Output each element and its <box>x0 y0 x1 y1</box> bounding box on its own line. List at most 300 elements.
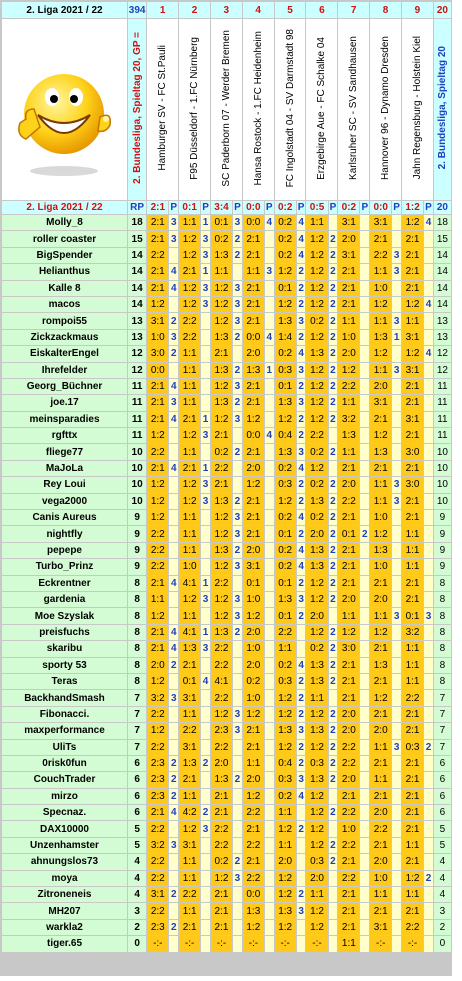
table-row <box>2 215 451 230</box>
tip-cell: 1:2 <box>306 789 327 804</box>
tip-points: 3 <box>233 608 242 623</box>
tip-cell: 2:1 <box>243 297 264 312</box>
tip-cell: 0:3 <box>275 363 296 378</box>
table-row <box>2 805 451 820</box>
tip-points <box>360 231 369 246</box>
row-total: 6 <box>434 789 451 804</box>
player-name: Moe Szyslak <box>2 608 127 623</box>
tip-points: 3 <box>201 821 210 836</box>
tip-cell: 1:1 <box>179 707 200 722</box>
tip-points: 4 <box>297 789 306 804</box>
tip-points <box>424 821 433 836</box>
player-name: vega2000 <box>2 494 127 509</box>
tip-cell: 2:1 <box>338 281 359 296</box>
tip-cell: 1:2 <box>275 740 296 755</box>
tip-cell: 0:3 <box>275 477 296 492</box>
tip-points: 4 <box>424 215 433 230</box>
table-row <box>2 658 451 673</box>
tip-cell: 1:1 <box>275 641 296 656</box>
tip-cell: 2:1 <box>147 379 168 394</box>
player-score: 8 <box>128 592 146 607</box>
tip-cell: 1:2 <box>275 821 296 836</box>
tip-points <box>297 920 306 935</box>
tip-cell: 0:0 <box>243 215 264 230</box>
tip-points <box>265 805 274 820</box>
tip-points <box>424 330 433 345</box>
tip-points <box>392 231 401 246</box>
tip-points: 1 <box>201 412 210 427</box>
tip-cell: 4:2 <box>179 805 200 820</box>
row-total: 6 <box>434 756 451 771</box>
tip-cell: 2:1 <box>402 264 423 279</box>
row-total: 7 <box>434 723 451 738</box>
tip-points <box>424 444 433 459</box>
tip-cell: 2:0 <box>306 871 327 886</box>
tip-cell: 2:1 <box>402 903 423 918</box>
tip-points: 2 <box>329 641 338 656</box>
tip-cell: 3:1 <box>370 920 391 935</box>
tip-cell: 1:2 <box>147 510 168 525</box>
tip-cell: 2:2 <box>275 625 296 640</box>
game-number: 6 <box>306 2 337 18</box>
tip-points: 3 <box>233 281 242 296</box>
tip-cell: 0:2 <box>275 510 296 525</box>
tip-cell: 1:2 <box>179 592 200 607</box>
tip-points <box>360 592 369 607</box>
smiley-thumbs-up-image <box>2 19 127 200</box>
tip-cell: 2:1 <box>147 805 168 820</box>
tip-cell: 1:3 <box>211 363 232 378</box>
tip-points <box>360 264 369 279</box>
tip-points <box>265 838 274 853</box>
tip-cell: 2:3 <box>147 789 168 804</box>
tip-cell: 1:3 <box>275 723 296 738</box>
row-total: 13 <box>434 313 451 328</box>
tip-points: 2 <box>297 494 306 509</box>
tip-points <box>201 313 210 328</box>
tip-cell: 1:2 <box>179 297 200 312</box>
tip-cell: 1:2 <box>243 707 264 722</box>
tip-cell: 1:2 <box>147 723 168 738</box>
tip-points <box>424 543 433 558</box>
tip-cell: 1:2 <box>275 494 296 509</box>
tip-points <box>201 330 210 345</box>
tip-cell: 1:1 <box>275 805 296 820</box>
tip-cell: 1:2 <box>306 576 327 591</box>
tip-points <box>201 936 210 951</box>
player-name: Unzenhamster <box>2 838 127 853</box>
tip-cell: 2:2 <box>402 690 423 705</box>
tip-cell: 1:2 <box>370 346 391 361</box>
player-score: 10 <box>128 494 146 509</box>
tip-cell: 1:2 <box>306 903 327 918</box>
tip-cell: 2:0 <box>370 854 391 869</box>
tip-cell: 1:1 <box>370 772 391 787</box>
row-total: 6 <box>434 805 451 820</box>
tip-cell: 1:1 <box>402 543 423 558</box>
player-name: BigSpender <box>2 248 127 263</box>
tip-points: 2 <box>169 756 178 771</box>
tip-cell: 2:1 <box>402 248 423 263</box>
tip-points <box>424 313 433 328</box>
tip-cell: 2:2 <box>402 920 423 935</box>
tip-cell: 2:1 <box>402 281 423 296</box>
tip-cell: 0:4 <box>275 428 296 443</box>
player-name: warkla2 <box>2 920 127 935</box>
tip-points <box>424 510 433 525</box>
table-row <box>2 608 451 623</box>
row-total: 2 <box>434 920 451 935</box>
table-row <box>2 510 451 525</box>
tip-points <box>360 395 369 410</box>
tip-cell: 1:2 <box>306 231 327 246</box>
player-score: 14 <box>128 248 146 263</box>
matchday-label-left <box>128 19 146 200</box>
tip-points <box>265 887 274 902</box>
tip-points <box>233 264 242 279</box>
tip-points <box>392 772 401 787</box>
tip-cell: 2:1 <box>179 772 200 787</box>
tip-cell: 1:3 <box>275 592 296 607</box>
tip-cell: 1:1 <box>306 215 327 230</box>
tip-cell: 2:1 <box>338 920 359 935</box>
tip-points <box>392 461 401 476</box>
tip-points <box>233 920 242 935</box>
tip-points <box>360 330 369 345</box>
tip-cell: 2:1 <box>243 444 264 459</box>
tip-points <box>424 494 433 509</box>
table-row <box>2 444 451 459</box>
player-name: Eckrentner <box>2 576 127 591</box>
row-total: 9 <box>434 559 451 574</box>
tip-points <box>360 477 369 492</box>
tip-points: 2 <box>201 805 210 820</box>
tip-points <box>424 805 433 820</box>
tip-points <box>329 887 338 902</box>
tip-points <box>424 674 433 689</box>
row-total: 8 <box>434 658 451 673</box>
tip-points <box>265 412 274 427</box>
game-number: 3 <box>211 2 242 18</box>
tip-points <box>392 559 401 574</box>
player-score: 11 <box>128 379 146 394</box>
table-row <box>2 461 451 476</box>
table-row <box>2 871 451 886</box>
tip-cell: 1:1 <box>402 559 423 574</box>
row-total: 14 <box>434 297 451 312</box>
table-row <box>2 264 451 279</box>
row-total: 4 <box>434 854 451 869</box>
tip-points <box>329 936 338 951</box>
tip-points <box>201 346 210 361</box>
header-row <box>2 2 451 18</box>
tip-cell: 1:1 <box>338 313 359 328</box>
tip-points <box>424 887 433 902</box>
tip-points: 3 <box>233 215 242 230</box>
tip-points <box>360 248 369 263</box>
tip-cell: 0:2 <box>211 231 232 246</box>
tip-points: 2 <box>201 756 210 771</box>
tip-points <box>265 494 274 509</box>
tip-points <box>265 477 274 492</box>
tip-cell: 1:2 <box>306 461 327 476</box>
tip-points: 2 <box>329 379 338 394</box>
tip-points: 3 <box>392 248 401 263</box>
table-row <box>2 772 451 787</box>
player-score: 7 <box>128 740 146 755</box>
tip-cell: 1:2 <box>306 805 327 820</box>
tip-cell: 2:0 <box>370 723 391 738</box>
tip-cell: 2:1 <box>147 215 168 230</box>
tip-cell: 0:2 <box>243 674 264 689</box>
tip-points <box>424 363 433 378</box>
tip-points <box>265 871 274 886</box>
tip-points <box>360 756 369 771</box>
tip-cell: 0:1 <box>211 215 232 230</box>
tip-points <box>392 576 401 591</box>
tip-cell: 2:0 <box>338 707 359 722</box>
tip-points <box>169 871 178 886</box>
table-row <box>2 281 451 296</box>
tip-cell: 2:1 <box>402 854 423 869</box>
match-header <box>147 19 178 200</box>
player-name: maxperformance <box>2 723 127 738</box>
table-row <box>2 936 451 951</box>
game-number: 7 <box>338 2 369 18</box>
tip-cell: 2:0 <box>243 625 264 640</box>
tip-points <box>169 363 178 378</box>
tip-points <box>392 871 401 886</box>
tip-cell: 2:1 <box>147 641 168 656</box>
tip-points: 4 <box>297 231 306 246</box>
row-total: 10 <box>434 444 451 459</box>
tip-cell: 1:1 <box>370 477 391 492</box>
tip-points <box>392 526 401 541</box>
tip-points <box>265 281 274 296</box>
tip-points <box>360 494 369 509</box>
tip-points: 2 <box>424 740 433 755</box>
tip-cell: 1:2 <box>275 690 296 705</box>
player-name: Canis Aureus <box>2 510 127 525</box>
tip-cell: 2:1 <box>338 297 359 312</box>
tip-points: 4 <box>169 412 178 427</box>
tip-points: 4 <box>265 330 274 345</box>
table-row <box>2 330 451 345</box>
tip-points <box>265 936 274 951</box>
tip-cell: 1:1 <box>179 379 200 394</box>
tip-cell: 1:0 <box>338 821 359 836</box>
tip-points <box>265 756 274 771</box>
tip-cell: 1:2 <box>211 281 232 296</box>
tip-cell: 4:1 <box>179 576 200 591</box>
row-total: 4 <box>434 871 451 886</box>
table-row <box>2 576 451 591</box>
player-name: DAX10000 <box>2 821 127 836</box>
tip-points: 2 <box>233 854 242 869</box>
tip-cell: 2:1 <box>338 674 359 689</box>
table-row <box>2 559 451 574</box>
tip-points <box>424 903 433 918</box>
tip-cell: 0:4 <box>275 756 296 771</box>
tip-points <box>360 281 369 296</box>
player-name: EiskalterEngel <box>2 346 127 361</box>
tip-points: 4 <box>265 428 274 443</box>
tip-cell: 2:1 <box>338 690 359 705</box>
player-name: Molly_8 <box>2 215 127 230</box>
row-total: 5 <box>434 838 451 853</box>
tip-points <box>201 871 210 886</box>
matchday-label-text: 2. Bundesliga, Spieltag 20, GP = <box>131 32 143 184</box>
tip-points <box>392 592 401 607</box>
tip-cell: 1:2 <box>402 346 423 361</box>
tip-points: 2 <box>329 658 338 673</box>
tip-points: 2 <box>329 264 338 279</box>
tip-points <box>392 887 401 902</box>
tip-cell: 1:1 <box>306 690 327 705</box>
game-number: 9 <box>402 2 433 18</box>
row-total: 7 <box>434 740 451 755</box>
tip-cell: 1:1 <box>370 494 391 509</box>
tip-cell: 1:2 <box>243 920 264 935</box>
tip-points: 2 <box>297 297 306 312</box>
tip-points <box>360 412 369 427</box>
tip-points: 3 <box>233 723 242 738</box>
tip-points <box>265 461 274 476</box>
tip-points <box>360 543 369 558</box>
tip-cell: 2:2 <box>147 444 168 459</box>
tip-cell: 1:1 <box>243 756 264 771</box>
tip-cell: 1:2 <box>275 707 296 722</box>
tip-points <box>233 903 242 918</box>
row-total: 11 <box>434 412 451 427</box>
tip-cell: -:- <box>243 936 264 951</box>
tip-points <box>360 920 369 935</box>
tip-cell: 1:2 <box>338 625 359 640</box>
tip-points <box>265 625 274 640</box>
table-row <box>2 297 451 312</box>
tip-cell: 1:1 <box>179 789 200 804</box>
tip-points <box>392 674 401 689</box>
tip-cell: 2:3 <box>147 920 168 935</box>
tip-cell: 2:1 <box>402 756 423 771</box>
tip-cell: 1:2 <box>306 412 327 427</box>
player-score: 14 <box>128 297 146 312</box>
tip-cell: 0:1 <box>275 576 296 591</box>
tip-points: 3 <box>233 871 242 886</box>
tip-points <box>392 658 401 673</box>
tip-cell: 2:2 <box>147 707 168 722</box>
tip-points <box>297 871 306 886</box>
player-name: Zickzackmaus <box>2 330 127 345</box>
table-row <box>2 543 451 558</box>
tip-cell: 1:3 <box>275 444 296 459</box>
tip-points: 2 <box>297 690 306 705</box>
tip-points <box>360 674 369 689</box>
player-name: preisfuchs <box>2 625 127 640</box>
tip-cell: 1:3 <box>211 625 232 640</box>
tip-cell: 0:1 <box>275 379 296 394</box>
player-name: mirzo <box>2 789 127 804</box>
match-header <box>338 19 369 200</box>
player-score: 9 <box>128 543 146 558</box>
tip-points: 2 <box>329 395 338 410</box>
row-total: 12 <box>434 363 451 378</box>
tip-points <box>360 625 369 640</box>
player-score: 13 <box>128 313 146 328</box>
tip-points <box>329 920 338 935</box>
player-score: 8 <box>128 625 146 640</box>
tip-cell: 1:2 <box>147 674 168 689</box>
games-total: 20 <box>434 201 451 214</box>
tip-points <box>424 477 433 492</box>
tip-cell: 1:3 <box>211 248 232 263</box>
tip-cell: 2:2 <box>370 248 391 263</box>
table-row <box>2 428 451 443</box>
tip-points <box>424 526 433 541</box>
table-row <box>2 821 451 836</box>
tip-points <box>201 789 210 804</box>
tip-points <box>424 756 433 771</box>
tip-cell: 1:2 <box>275 871 296 886</box>
tip-points: 1 <box>201 461 210 476</box>
player-name: Fibonacci. <box>2 707 127 722</box>
tip-points <box>424 920 433 935</box>
player-score: 6 <box>128 756 146 771</box>
table-row <box>2 526 451 541</box>
tip-cell: 2:2 <box>338 871 359 886</box>
tip-cell: 2:1 <box>338 264 359 279</box>
tip-points: 2 <box>329 412 338 427</box>
tip-cell: 1:2 <box>275 412 296 427</box>
tip-points: 1 <box>201 215 210 230</box>
tip-cell: 1:1 <box>338 936 359 951</box>
tip-cell: 1:2 <box>211 707 232 722</box>
tip-cell: 1:1 <box>306 887 327 902</box>
tip-cell: 2:1 <box>402 789 423 804</box>
tip-points: 3 <box>392 477 401 492</box>
tip-cell: 1:3 <box>211 330 232 345</box>
tip-points: 4 <box>169 625 178 640</box>
tip-points: 3 <box>233 297 242 312</box>
tip-points <box>265 772 274 787</box>
tip-points: 2 <box>233 248 242 263</box>
match-header <box>306 19 337 200</box>
tip-cell: 0:0 <box>243 330 264 345</box>
tip-points <box>265 592 274 607</box>
player-score: 8 <box>128 641 146 656</box>
row-total: 7 <box>434 690 451 705</box>
tip-points <box>392 395 401 410</box>
tip-points: 3 <box>392 363 401 378</box>
tip-points <box>265 559 274 574</box>
tip-points <box>392 903 401 918</box>
tip-points <box>233 821 242 836</box>
tip-points: 4 <box>424 346 433 361</box>
row-total: 9 <box>434 510 451 525</box>
tip-cell: 1:1 <box>179 346 200 361</box>
tip-points: 3 <box>392 740 401 755</box>
games-total: 20 <box>434 2 451 18</box>
table-row <box>2 641 451 656</box>
points-label: P <box>393 202 400 213</box>
tip-points <box>424 559 433 574</box>
tip-cell: 1:1 <box>370 313 391 328</box>
tip-cell: 2:1 <box>243 723 264 738</box>
tip-cell: 0:2 <box>275 461 296 476</box>
tip-cell: 2:2 <box>211 821 232 836</box>
tip-cell: 2:2 <box>338 838 359 853</box>
tip-cell: 0:1 <box>402 608 423 623</box>
